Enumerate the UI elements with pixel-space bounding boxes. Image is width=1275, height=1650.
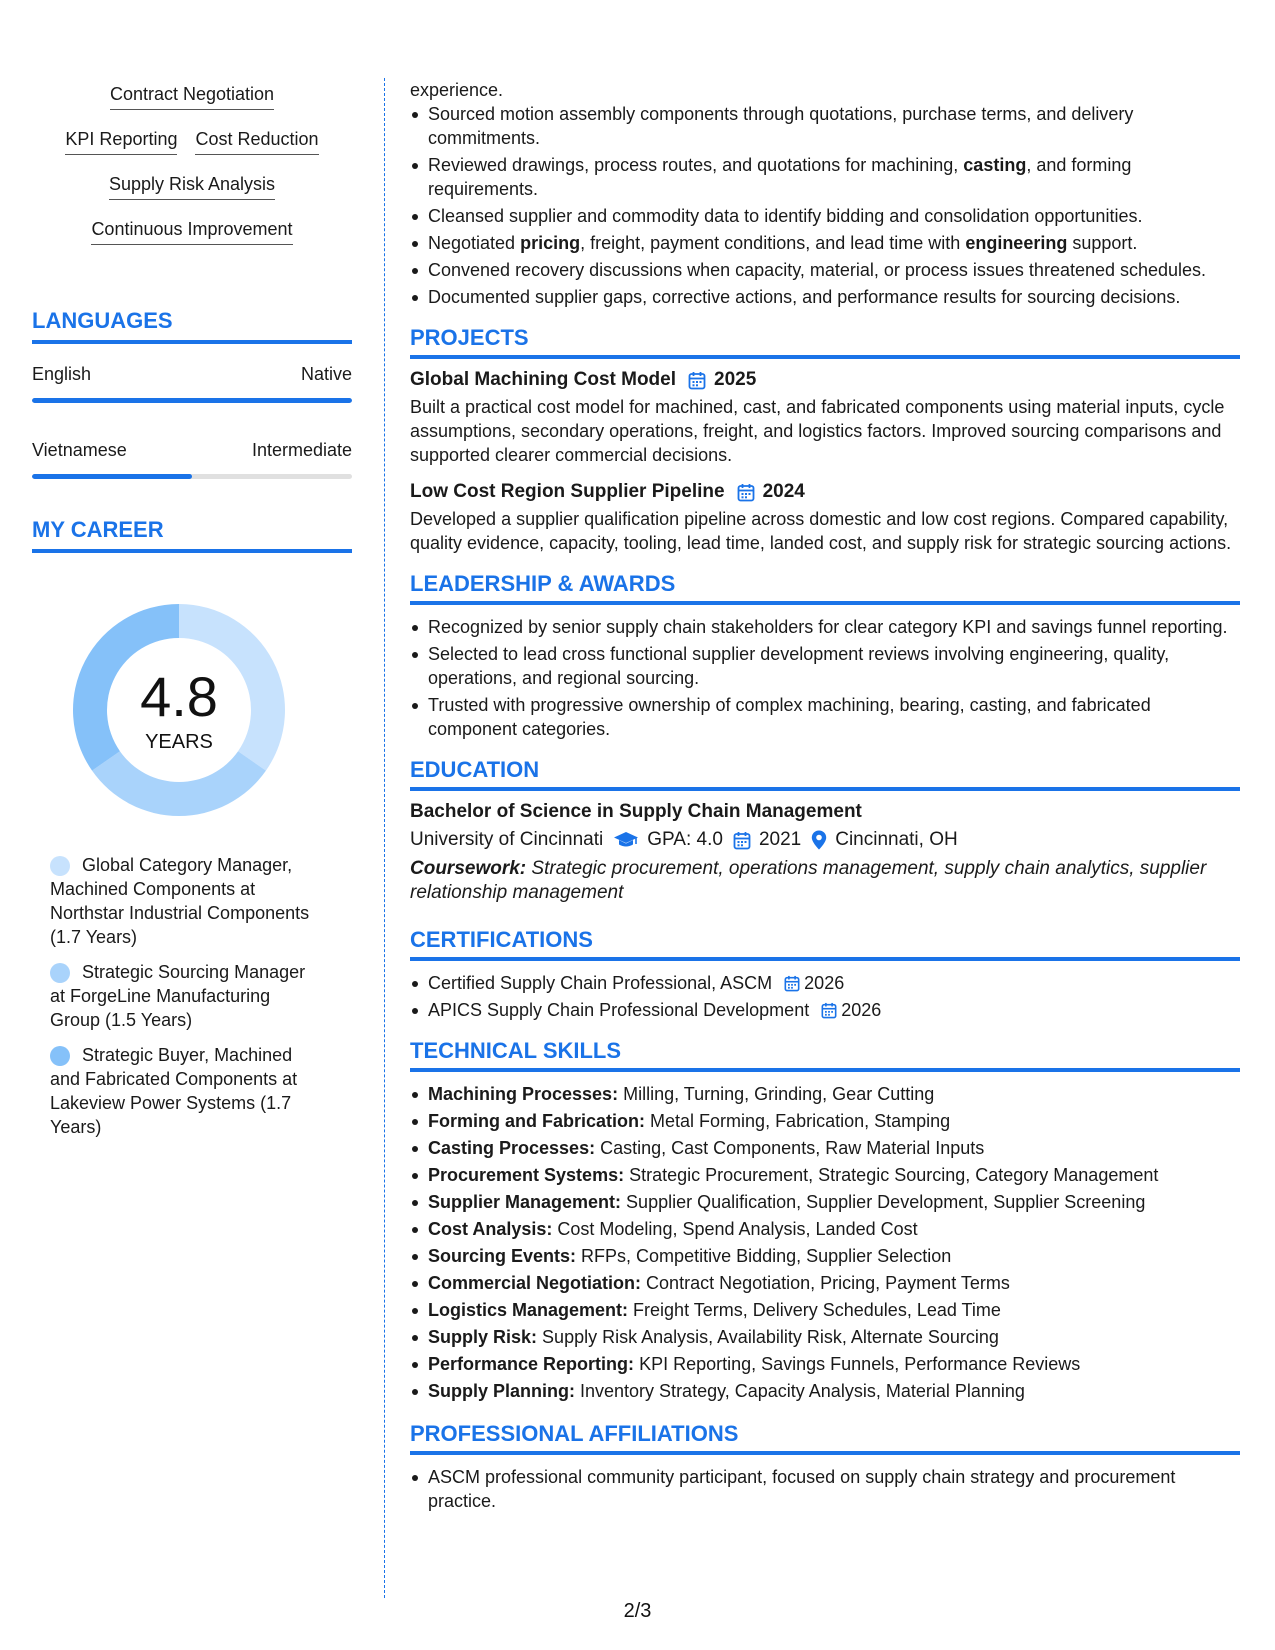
experience-bullet: Documented supplier gaps, corrective actions, and performance results for sourcing decisions. <box>410 285 1240 309</box>
language-proficiency-bar <box>32 474 352 479</box>
career-item <box>50 960 320 1032</box>
technical-skill-item <box>410 1325 1240 1349</box>
certifications-heading: CERTIFICATIONS <box>410 927 1240 961</box>
calendar-icon <box>688 371 706 390</box>
leadership-bullets <box>410 615 1240 741</box>
calendar-icon <box>737 483 755 502</box>
career-total-value: 4.8 <box>140 664 218 728</box>
calendar-icon <box>821 1002 837 1019</box>
technical-skill-item <box>410 1271 1240 1295</box>
experience-bullets <box>410 102 1240 309</box>
education-degree: Bachelor of Science in Supply Chain Management <box>410 801 862 822</box>
project-title: Low Cost Region Supplier Pipeline <box>410 481 725 502</box>
languages-heading: LANGUAGES <box>32 308 352 344</box>
experience-bullet: Negotiated pricing, freight, payment conditions, and lead time with engineering support. <box>410 231 1240 255</box>
column-divider <box>384 78 385 1598</box>
skill-category-label: Supply Planning: <box>428 1381 575 1401</box>
skill-tag: Continuous Improvement <box>91 219 292 245</box>
certification-year: 2026 <box>804 973 845 993</box>
skill-category-values: Milling, Turning, Grinding, Gear Cutting <box>623 1084 935 1104</box>
career-legend-dot <box>50 856 70 876</box>
technical-skill-item <box>410 1244 1240 1268</box>
language-proficiency-bar <box>32 398 352 403</box>
bold-keyword: engineering <box>965 233 1068 253</box>
skill-category-values: Strategic Procurement, Strategic Sourcing, Category Management <box>629 1165 1159 1185</box>
skill-category-values: Freight Terms, Delivery Schedules, Lead Time <box>633 1300 1001 1320</box>
skill-category-values: Supplier Qualification, Supplier Development, Supplier Screening <box>626 1192 1146 1212</box>
map-pin-icon <box>811 830 827 850</box>
career-heading: MY CAREER <box>32 517 352 553</box>
education-year: 2021 <box>758 829 802 850</box>
skill-row <box>65 129 318 155</box>
education-item <box>410 801 1240 905</box>
technical-skill-item <box>410 1217 1240 1241</box>
skill-category-values: Inventory Strategy, Capacity Analysis, Material Planning <box>580 1381 1025 1401</box>
language-item <box>32 440 352 479</box>
education-heading: EDUCATION <box>410 757 1240 791</box>
technical-skill-item <box>410 1136 1240 1160</box>
career-item <box>50 1043 320 1139</box>
skill-category-values: Contract Negotiation, Pricing, Payment Terms <box>646 1273 1010 1293</box>
career-item <box>50 853 320 949</box>
certification-name: APICS Supply Chain Professional Development <box>428 1000 810 1020</box>
experience-bullet: Reviewed drawings, process routes, and quotations for machining, casting, and forming requirements. <box>410 153 1240 201</box>
skill-category-values: Cost Modeling, Spend Analysis, Landed Cost <box>557 1219 918 1239</box>
continued-text: experience. <box>410 80 504 100</box>
skill-category-label: Supply Risk: <box>428 1327 538 1347</box>
skill-category-label: Casting Processes: <box>428 1138 596 1158</box>
project-item <box>410 369 1240 467</box>
skill-tag: Contract Negotiation <box>110 84 274 110</box>
skill-category-label: Sourcing Events: <box>428 1246 577 1266</box>
graduation-cap-icon <box>613 831 639 849</box>
coursework-text: Strategic procurement, operations management, supply chain analytics, supplier relationship management <box>410 858 1207 903</box>
bold-keyword: pricing <box>520 233 581 253</box>
career-item-text: Strategic Sourcing Manager at ForgeLine Manufacturing Group (1.5 Years) <box>50 962 306 1030</box>
skill-category-label: Commercial Negotiation: <box>428 1273 642 1293</box>
skill-tag: KPI Reporting <box>65 129 177 155</box>
skill-category-label: Procurement Systems: <box>428 1165 625 1185</box>
skill-category-label: Logistics Management: <box>428 1300 629 1320</box>
calendar-icon <box>733 831 751 850</box>
career-legend <box>32 853 352 1139</box>
project-description: Developed a supplier qualification pipeline across domestic and low cost regions. Compared capability, quality evidence, capacity, tooling, lead time, landed cost, and supply risk for strategic sourcing actions. <box>410 509 1232 553</box>
experience-bullet: Sourced motion assembly components through quotations, purchase terms, and delivery commitments. <box>410 102 1240 150</box>
skill-row <box>109 174 275 200</box>
certification-item <box>410 998 1240 1022</box>
technical-skills-list <box>410 1082 1240 1403</box>
main-column <box>410 78 1240 1516</box>
certification-year: 2026 <box>841 1000 882 1020</box>
affiliations-list <box>410 1465 1240 1513</box>
skill-category-values: Metal Forming, Fabrication, Stamping <box>650 1111 951 1131</box>
career-legend-dot <box>50 1046 70 1066</box>
skill-row <box>110 84 274 110</box>
language-proficiency-fill <box>32 474 192 479</box>
skill-category-values: KPI Reporting, Savings Funnels, Performance Reviews <box>639 1354 1081 1374</box>
project-description: Built a practical cost model for machined, cast, and fabricated components using material inputs, cycle assumptions, secondary operations, freight, and logistics factors. Improved sourcing comparisons and supported clearer commercial decisions. <box>410 397 1225 465</box>
sidebar <box>32 84 352 1150</box>
coursework-label: Coursework: <box>410 858 527 879</box>
skill-category-label: Machining Processes: <box>428 1084 619 1104</box>
language-name: English <box>32 364 92 384</box>
skill-category-label: Forming and Fabrication: <box>428 1111 646 1131</box>
calendar-icon <box>784 975 800 992</box>
technical-skill-item <box>410 1298 1240 1322</box>
skill-tag: Cost Reduction <box>195 129 318 155</box>
language-name: Vietnamese <box>32 440 127 460</box>
education-location: Cincinnati, OH <box>835 829 958 850</box>
certification-item <box>410 971 1240 995</box>
skill-row <box>91 219 292 245</box>
skill-category-values: Supply Risk Analysis, Availability Risk, Alternate Sourcing <box>542 1327 999 1347</box>
technical-skill-item <box>410 1163 1240 1187</box>
project-title: Global Machining Cost Model <box>410 369 676 390</box>
language-item <box>32 364 352 403</box>
skill-tag: Supply Risk Analysis <box>109 174 275 200</box>
career-donut-chart <box>66 597 292 823</box>
technical-skill-item <box>410 1082 1240 1106</box>
project-year: 2024 <box>762 481 805 502</box>
experience-bullet: Convened recovery discussions when capacity, material, or process issues threatened schedules. <box>410 258 1240 282</box>
language-level: Native <box>300 364 352 384</box>
technical-skills-heading: TECHNICAL SKILLS <box>410 1038 1240 1072</box>
projects-heading: PROJECTS <box>410 325 1240 359</box>
technical-skill-item <box>410 1352 1240 1376</box>
leadership-item: Recognized by senior supply chain stakeholders for clear category KPI and savings funnel reporting. <box>410 615 1240 639</box>
skill-category-label: Cost Analysis: <box>428 1219 553 1239</box>
project-item <box>410 481 1240 555</box>
technical-skill-item <box>410 1109 1240 1133</box>
technical-skill-item <box>410 1379 1240 1403</box>
technical-skill-item <box>410 1190 1240 1214</box>
bold-keyword: casting <box>963 155 1027 175</box>
project-year: 2025 <box>714 369 757 390</box>
language-proficiency-fill <box>32 398 352 403</box>
education-coursework <box>410 857 1240 905</box>
skill-category-label: Performance Reporting: <box>428 1354 635 1374</box>
affiliations-heading: PROFESSIONAL AFFILIATIONS <box>410 1421 1240 1455</box>
career-total-unit: YEARS <box>145 730 213 753</box>
experience-bullet: Cleansed supplier and commodity data to identify bidding and consolidation opportunities. <box>410 204 1240 228</box>
skill-category-values: RFPs, Competitive Bidding, Supplier Selection <box>581 1246 952 1266</box>
skill-tags <box>32 84 352 264</box>
leadership-heading: LEADERSHIP & AWARDS <box>410 571 1240 605</box>
language-level: Intermediate <box>251 440 352 460</box>
affiliation-item: ASCM professional community participant, focused on supply chain strategy and procurement practice. <box>410 1465 1240 1513</box>
skill-category-values: Casting, Cast Components, Raw Material Inputs <box>600 1138 985 1158</box>
leadership-item: Trusted with progressive ownership of complex machining, bearing, casting, and fabricated component categories. <box>410 693 1240 741</box>
certification-name: Certified Supply Chain Professional, ASCM <box>428 973 773 993</box>
certifications-list <box>410 971 1240 1022</box>
career-item-text: Strategic Buyer, Machined and Fabricated Components at Lakeview Power Systems (1.7 Years) <box>50 1045 298 1137</box>
career-item-text: Global Category Manager, Machined Components at Northstar Industrial Components (1.7 Years) <box>50 855 310 947</box>
languages-list <box>32 364 352 479</box>
education-school: University of Cincinnati <box>410 829 604 850</box>
leadership-item: Selected to lead cross functional supplier development reviews involving engineering, quality, operations, and regional sourcing. <box>410 642 1240 690</box>
skill-category-label: Supplier Management: <box>428 1192 622 1212</box>
education-gpa: GPA: 4.0 <box>647 829 723 850</box>
page-number: 2/3 <box>623 1600 652 1622</box>
career-legend-dot <box>50 963 70 983</box>
